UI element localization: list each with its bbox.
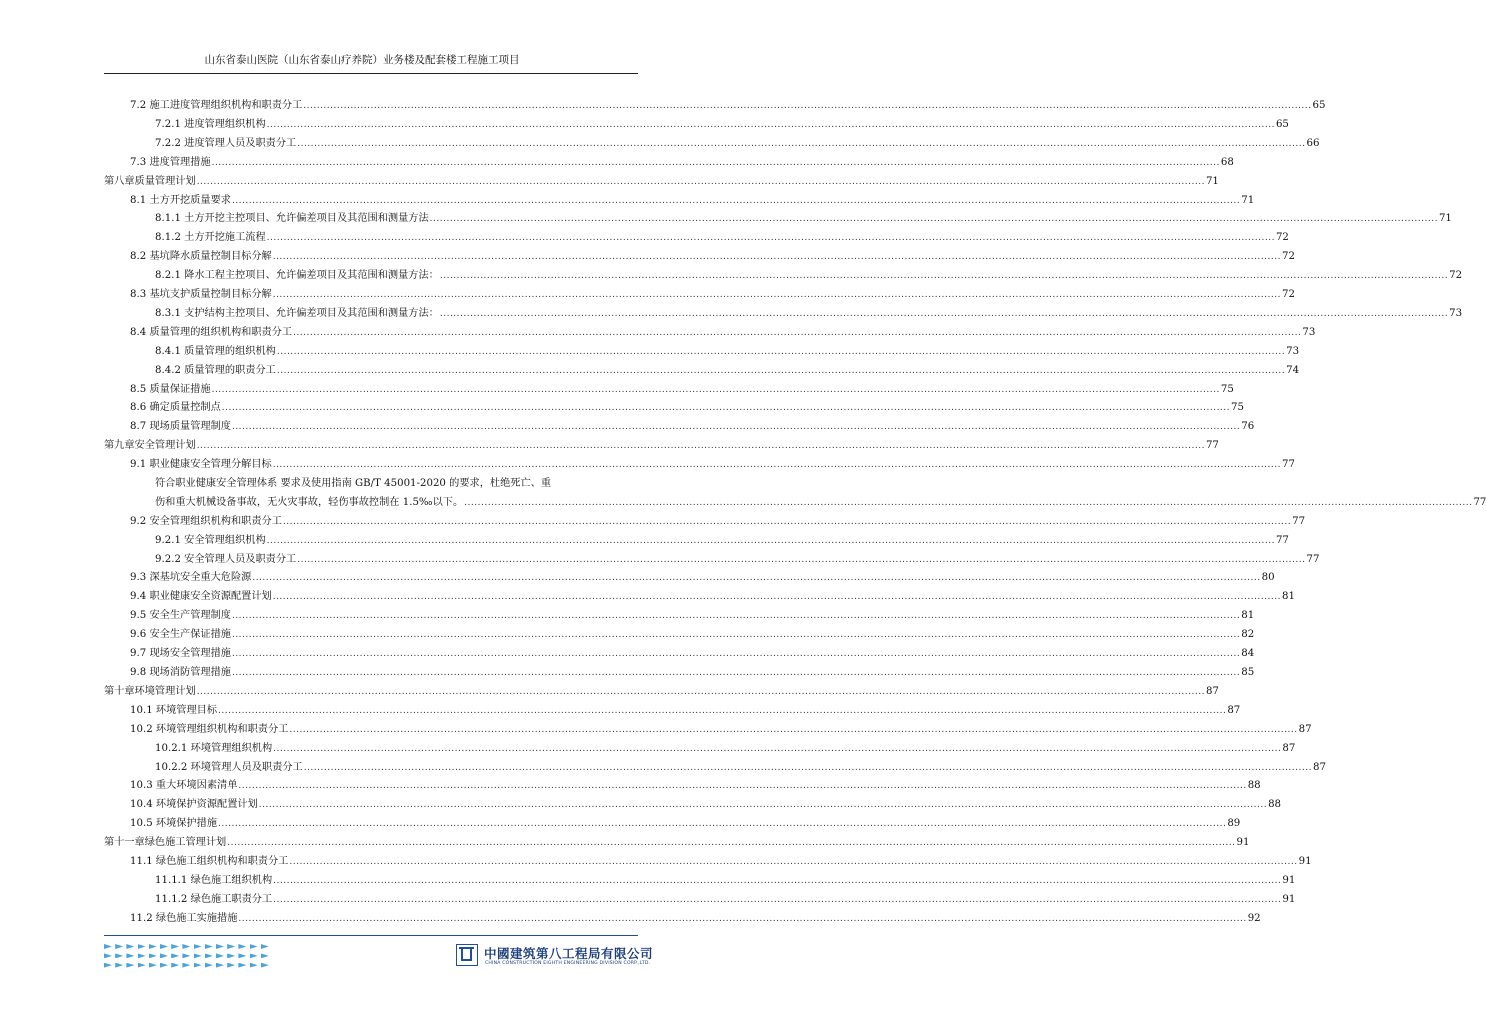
decoration-arrow-icon bbox=[160, 953, 168, 958]
decoration-arrow-icon bbox=[160, 963, 168, 968]
document-title: 山东省泰山医院（山东省泰山疗养院）业务楼及配套楼工程施工项目 bbox=[204, 54, 520, 66]
decoration-arrow-icon bbox=[126, 963, 134, 968]
toc-entry[interactable] bbox=[0, 173, 1219, 191]
toc-leader-dots: ............................................................................................................................................................................................................................................................................................................ bbox=[231, 422, 1241, 432]
toc-entry-page: 91 bbox=[1282, 875, 1296, 886]
toc-entry-label: 10.4 环境保护资源配置计划 bbox=[130, 799, 258, 810]
toc-entry[interactable] bbox=[0, 513, 1306, 531]
toc-entry-label: 9.7 现场安全管理措施 bbox=[130, 648, 231, 659]
toc-entry[interactable] bbox=[0, 910, 1261, 928]
decoration-arrow-icon bbox=[171, 963, 179, 968]
toc-leader-dots: ............................................................................................................................................................................................................................................................................................................ bbox=[196, 177, 1205, 187]
toc-leader-dots: ............................................................................................................................................................................................................................................................................................................ bbox=[273, 876, 1282, 886]
toc-entry-page: 80 bbox=[1261, 572, 1275, 583]
toc-entry-label: 11.2 绿色施工实施措施 bbox=[130, 913, 238, 924]
decoration-arrow-icon bbox=[149, 944, 157, 949]
toc-leader-dots: ............................................................................................................................................................................................................................................................................................................ bbox=[231, 649, 1241, 659]
toc-entry-page: 77 bbox=[1205, 440, 1219, 451]
toc-entry[interactable] bbox=[0, 853, 1312, 871]
decoration-arrow-icon bbox=[227, 944, 235, 949]
toc-leader-dots: ............................................................................................................................................................................................................................................................................................................ bbox=[211, 385, 1220, 395]
toc-entry-page: 75 bbox=[1220, 384, 1234, 395]
toc-leader-dots: ............................................................................................................................................................................................................................................................................................................ bbox=[289, 725, 1298, 735]
toc-entry-page: 77 bbox=[1281, 459, 1295, 470]
toc-entry-label: 9.8 现场消防管理措施 bbox=[130, 667, 231, 678]
toc-entry-page: 72 bbox=[1281, 289, 1295, 300]
toc-entry-label: 第十章环境管理计划 bbox=[104, 686, 196, 697]
decoration-arrow-icon bbox=[227, 953, 235, 958]
toc-entry-label: 8.4.1 质量管理的组织机构 bbox=[155, 346, 276, 357]
toc-entry-page: 74 bbox=[1286, 365, 1300, 376]
toc-leader-dots: ............................................................................................................................................................................................................................................................................................................ bbox=[272, 460, 1281, 470]
toc-entry[interactable] bbox=[0, 192, 1255, 210]
decoration-arrow-icon bbox=[182, 953, 190, 958]
toc-entry[interactable] bbox=[0, 305, 1463, 323]
toc-entry-label: 8.1.1 土方开挖主控项目、允许偏差项目及其范围和测量方法 bbox=[155, 213, 429, 224]
toc-entry[interactable] bbox=[0, 683, 1219, 701]
toc-leader-dots: ............................................................................................................................................................................................................................................................................................................ bbox=[297, 139, 1306, 149]
toc-leader-dots: ............................................................................................................................................................................................................................................................................................................ bbox=[266, 233, 1275, 243]
toc-entry-label: 7.2.2 进度管理人员及职责分工 bbox=[155, 138, 297, 149]
toc-entry[interactable] bbox=[0, 381, 1234, 399]
toc-entry-page: 77 bbox=[1275, 535, 1289, 546]
toc-entry-page: 72 bbox=[1275, 232, 1289, 243]
toc-entry-label: 7.2.1 进度管理组织机构 bbox=[155, 119, 266, 130]
toc-entry-page: 87 bbox=[1227, 705, 1241, 716]
decoration-arrow-icon bbox=[227, 963, 235, 968]
decoration-arrow-icon bbox=[160, 944, 168, 949]
toc-leader-dots: ............................................................................................................................................................................................................................................................................................................ bbox=[272, 252, 1281, 262]
decoration-arrow-icon bbox=[104, 953, 112, 958]
toc-entry-page: 72 bbox=[1449, 270, 1463, 281]
decoration-arrow-icon bbox=[138, 963, 146, 968]
toc-leader-dots: ............................................................................................................................................................................................................................................................................................................ bbox=[273, 744, 1282, 754]
toc-entry-page: 75 bbox=[1231, 402, 1244, 413]
toc-leader-dots: ............................................................................................................................................................................................................................................................................................................ bbox=[231, 630, 1241, 640]
toc-leader-dots: ............................................................................................................................................................................................................................................................................................................ bbox=[231, 668, 1241, 678]
toc-entry-label: 9.2.2 安全管理人员及职责分工 bbox=[155, 554, 297, 565]
decoration-arrow-icon bbox=[205, 953, 213, 958]
toc-leader-dots: ............................................................................................................................................................................................................................................................................................................ bbox=[293, 328, 1302, 338]
toc-leader-dots: ............................................................................................................................................................................................................................................................................................................ bbox=[439, 309, 1449, 319]
decoration-arrow-icon bbox=[238, 963, 246, 968]
toc-entry[interactable] bbox=[0, 777, 1261, 795]
toc-entry-label: 8.3 基坑支护质量控制目标分解 bbox=[130, 289, 272, 300]
decoration-arrow-icon bbox=[149, 953, 157, 958]
toc-entry-page: 71 bbox=[1241, 195, 1255, 206]
toc-entry[interactable] bbox=[0, 569, 1275, 587]
toc-leader-dots: ............................................................................................................................................................................................................................................................................................................ bbox=[297, 555, 1306, 565]
toc-entry[interactable] bbox=[0, 815, 1241, 833]
toc-entry-label: 8.4.2 质量管理的职责分工 bbox=[155, 365, 276, 376]
toc-leader-dots: ............................................................................................................................................................................................................................................................................................................ bbox=[289, 857, 1298, 867]
toc-continuation-line: 符合职业健康安全管理体系 要求及使用指南 GB/T 45001-2020 的要求，杜绝死亡、重 bbox=[155, 478, 552, 489]
toc-entry-page: 77 bbox=[1473, 497, 1486, 508]
toc-entry-page: 73 bbox=[1449, 308, 1463, 319]
decoration-arrow-icon bbox=[261, 963, 269, 968]
footer-decoration bbox=[104, 944, 269, 970]
toc-entry-page: 71 bbox=[1205, 176, 1219, 187]
toc-entry-page: 68 bbox=[1220, 157, 1234, 168]
toc-entry-page: 87 bbox=[1312, 762, 1326, 773]
decoration-arrow-icon bbox=[194, 953, 202, 958]
toc-entry-page: 88 bbox=[1247, 780, 1261, 791]
toc-entry[interactable] bbox=[0, 418, 1255, 436]
company-name-en: CHINA CONSTRUCTION EIGHTH ENGINEERING DIVISION CORP.,LTD. bbox=[485, 961, 651, 966]
decoration-arrow-icon bbox=[194, 963, 202, 968]
toc-entry-label: 9.6 安全生产保证措施 bbox=[130, 629, 231, 640]
toc-entry-page: 81 bbox=[1241, 610, 1255, 621]
toc-leader-dots: ............................................................................................................................................................................................................................................................................................................ bbox=[303, 763, 1312, 773]
toc-entry-label: 11.1 绿色施工组织机构和职责分工 bbox=[130, 856, 289, 867]
header-divider bbox=[104, 73, 638, 74]
toc-leader-dots: ............................................................................................................................................................................................................................................................................................................ bbox=[266, 120, 1275, 130]
toc-entry-page: 87 bbox=[1282, 743, 1296, 754]
toc-entry-page: 65 bbox=[1312, 100, 1326, 111]
toc-entry-label: 第八章质量管理计划 bbox=[104, 176, 196, 187]
toc-leader-dots: ............................................................................................................................................................................................................................................................................................................ bbox=[231, 611, 1241, 621]
decoration-arrow-icon bbox=[216, 953, 224, 958]
toc-entry-page: 84 bbox=[1241, 648, 1255, 659]
toc-entry-label: 第九章安全管理计划 bbox=[104, 440, 196, 451]
toc-entry-label: 9.5 安全生产管理制度 bbox=[130, 610, 231, 621]
decoration-arrow-icon bbox=[250, 953, 258, 958]
toc-entry[interactable] bbox=[0, 437, 1219, 455]
toc-entry[interactable] bbox=[0, 834, 1250, 852]
toc-entry-label: 9.2.1 安全管理组织机构 bbox=[155, 535, 266, 546]
toc-entry[interactable] bbox=[0, 116, 1289, 134]
toc-entry-label: 10.5 环境保护措施 bbox=[130, 818, 218, 829]
toc-entry-page: 91 bbox=[1236, 837, 1250, 848]
toc-entry-page: 76 bbox=[1241, 421, 1255, 432]
toc-entry-page: 77 bbox=[1292, 516, 1306, 527]
toc-entry-page: 81 bbox=[1281, 591, 1295, 602]
toc-entry-page: 91 bbox=[1298, 856, 1312, 867]
toc-entry-label: 9.3 深基坑安全重大危险源 bbox=[130, 572, 252, 583]
toc-entry-page: 72 bbox=[1281, 251, 1295, 262]
toc-entry-label: 11.1.2 绿色施工职责分工 bbox=[155, 894, 273, 905]
decoration-arrow-icon bbox=[238, 944, 246, 949]
toc-entry-label: 8.7 现场质量管理制度 bbox=[130, 421, 231, 432]
toc-entry[interactable] bbox=[0, 551, 1320, 569]
toc-entry-page: 82 bbox=[1241, 629, 1255, 640]
toc-entry-page: 85 bbox=[1241, 667, 1255, 678]
toc-entry[interactable] bbox=[0, 664, 1255, 682]
toc-entry-label: 8.3.1 支护结构主控项目、允许偏差项目及其范围和测量方法： bbox=[155, 308, 439, 319]
toc-entry-label: 7.2 施工进度管理组织机构和职责分工 bbox=[130, 100, 303, 111]
toc-entry-page: 71 bbox=[1438, 213, 1452, 224]
toc-entry-page: 87 bbox=[1298, 724, 1312, 735]
toc-leader-dots: ............................................................................................................................................................................................................................................................................................................ bbox=[272, 592, 1281, 602]
toc-leader-dots: ............................................................................................................................................................................................................................................................................................................ bbox=[303, 101, 1312, 111]
toc-entry-page: 65 bbox=[1275, 119, 1289, 130]
toc-entry-label: 8.2 基坑降水质量控制目标分解 bbox=[130, 251, 272, 262]
toc-leader-dots: ............................................................................................................................................................................................................................................................................................................ bbox=[272, 290, 1281, 300]
decoration-arrow-icon bbox=[250, 944, 258, 949]
toc-entry-page: 89 bbox=[1227, 818, 1241, 829]
toc-leader-dots: ............................................................................................................................................................................................................................................................................................................ bbox=[273, 895, 1282, 905]
decoration-arrow-icon bbox=[182, 944, 190, 949]
toc-entry-label: 伤和重大机械设备事故，无火灾事故，轻伤事故控制在 1.5‰以下。 bbox=[155, 497, 464, 508]
toc-leader-dots: ............................................................................................................................................................................................................................................................................................................ bbox=[211, 158, 1220, 168]
decoration-arrow-icon bbox=[115, 953, 123, 958]
toc-entry[interactable] bbox=[0, 645, 1255, 663]
toc-entry-page: 91 bbox=[1282, 894, 1296, 905]
toc-entry-label: 8.4 质量管理的组织机构和职责分工 bbox=[130, 327, 293, 338]
decoration-arrow-icon bbox=[171, 953, 179, 958]
toc-entry-page: 66 bbox=[1306, 138, 1320, 149]
toc-entry[interactable] bbox=[0, 721, 1312, 739]
toc-leader-dots: ............................................................................................................................................................................................................................................................................................................ bbox=[276, 366, 1286, 376]
toc-entry[interactable] bbox=[0, 362, 1300, 380]
decoration-arrow-icon bbox=[171, 944, 179, 949]
toc-leader-dots: ............................................................................................................................................................................................................................................................................................................ bbox=[231, 196, 1241, 206]
toc-entry-page: 88 bbox=[1268, 799, 1282, 810]
toc-leader-dots: ............................................................................................................................................................................................................................................................................................................ bbox=[258, 800, 1268, 810]
company-name-cn: 中國建筑第八工程局有限公司 bbox=[484, 946, 654, 961]
toc-leader-dots: ............................................................................................................................................................................................................................................................................................................ bbox=[227, 838, 1236, 848]
toc-leader-dots: ............................................................................................................................................................................................................................................................................................................ bbox=[464, 498, 1473, 508]
toc-entry[interactable] bbox=[0, 702, 1241, 720]
decoration-arrow-icon bbox=[182, 963, 190, 968]
toc-leader-dots: ............................................................................................................................................................................................................................................................................................................ bbox=[252, 573, 1261, 583]
toc-entry[interactable] bbox=[0, 324, 1316, 342]
decoration-arrow-icon bbox=[149, 963, 157, 968]
toc-leader-dots: ............................................................................................................................................................................................................................................................................................................ bbox=[196, 687, 1205, 697]
decoration-arrow-icon bbox=[115, 963, 123, 968]
toc-leader-dots: ............................................................................................................................................................................................................................................................................................................ bbox=[218, 706, 1227, 716]
toc-leader-dots: ............................................................................................................................................................................................................................................................................................................ bbox=[238, 781, 1247, 791]
cscec-logo-icon bbox=[456, 944, 478, 966]
toc-entry[interactable] bbox=[0, 135, 1320, 153]
toc-entry[interactable] bbox=[0, 740, 1296, 758]
toc-entry-label: 10.2.2 环境管理人员及职责分工 bbox=[155, 762, 303, 773]
toc-entry[interactable] bbox=[0, 759, 1326, 777]
toc-leader-dots: ............................................................................................................................................................................................................................................................................................................ bbox=[282, 517, 1292, 527]
toc-entry-label: 8.6 确定质量控制点 bbox=[130, 402, 221, 413]
toc-entry[interactable] bbox=[0, 872, 1296, 890]
toc-entry[interactable] bbox=[0, 399, 1244, 417]
toc-entry-label: 9.2 安全管理组织机构和职责分工 bbox=[130, 516, 282, 527]
toc-entry[interactable] bbox=[0, 343, 1300, 361]
toc-leader-dots: ............................................................................................................................................................................................................................................................................................................ bbox=[196, 441, 1205, 451]
toc-entry[interactable] bbox=[0, 210, 1452, 228]
footer-divider bbox=[104, 935, 638, 936]
toc-entry[interactable] bbox=[0, 154, 1234, 172]
toc-entry-label: 8.1.2 土方开挖施工流程 bbox=[155, 232, 266, 243]
toc-leader-dots: ............................................................................................................................................................................................................................................................................................................ bbox=[429, 214, 1438, 224]
toc-entry-label: 10.2 环境管理组织机构和职责分工 bbox=[130, 724, 289, 735]
toc-entry[interactable] bbox=[0, 248, 1295, 266]
decoration-arrow-icon bbox=[216, 944, 224, 949]
toc-entry-page: 87 bbox=[1205, 686, 1219, 697]
decoration-arrow-icon bbox=[205, 944, 213, 949]
decoration-arrow-icon bbox=[250, 963, 258, 968]
decoration-arrow-icon bbox=[216, 963, 224, 968]
decoration-arrow-icon bbox=[126, 944, 134, 949]
toc-entry[interactable] bbox=[0, 532, 1289, 550]
decoration-arrow-icon bbox=[104, 963, 112, 968]
toc-entry-label: 11.1.1 绿色施工组织机构 bbox=[155, 875, 273, 886]
toc-leader-dots: ............................................................................................................................................................................................................................................................................................................ bbox=[439, 271, 1449, 281]
toc-entry-page: 77 bbox=[1306, 554, 1320, 565]
toc-leader-dots: ............................................................................................................................................................................................................................................................................................................ bbox=[218, 819, 1227, 829]
decoration-arrow-icon bbox=[261, 944, 269, 949]
decoration-arrow-icon bbox=[194, 944, 202, 949]
toc-entry-label: 10.2.1 环境管理组织机构 bbox=[155, 743, 273, 754]
toc-entry[interactable] bbox=[0, 796, 1282, 814]
decoration-arrow-icon bbox=[205, 963, 213, 968]
toc-entry-label: 9.4 职业健康安全资源配置计划 bbox=[130, 591, 272, 602]
decoration-arrow-icon bbox=[104, 944, 112, 949]
decoration-arrow-icon bbox=[126, 953, 134, 958]
toc-entry[interactable] bbox=[0, 456, 1295, 474]
toc-entry-label: 8.1 土方开挖质量要求 bbox=[130, 195, 231, 206]
toc-entry-label: 10.1 环境管理目标 bbox=[130, 705, 218, 716]
toc-entry-label: 10.3 重大环境因素清单 bbox=[130, 780, 238, 791]
toc-leader-dots: ............................................................................................................................................................................................................................................................................................................ bbox=[266, 536, 1275, 546]
toc-leader-dots: ............................................................................................................................................................................................................................................................................................................ bbox=[221, 403, 1231, 413]
toc-entry[interactable] bbox=[0, 891, 1296, 909]
decoration-arrow-icon bbox=[261, 953, 269, 958]
toc-entry-label: 第十一章绿色施工管理计划 bbox=[104, 837, 227, 848]
toc-entry[interactable] bbox=[0, 607, 1255, 625]
toc-entry-page: 92 bbox=[1247, 913, 1261, 924]
toc-entry[interactable] bbox=[0, 97, 1326, 115]
toc-entry-label: 8.2.1 降水工程主控项目、允许偏差项目及其范围和测量方法： bbox=[155, 270, 439, 281]
toc-entry-label: 8.5 质量保证措施 bbox=[130, 384, 211, 395]
toc-entry[interactable] bbox=[0, 229, 1289, 247]
decoration-arrow-icon bbox=[138, 944, 146, 949]
toc-entry[interactable] bbox=[0, 494, 1486, 512]
decoration-arrow-icon bbox=[238, 953, 246, 958]
toc-entry[interactable] bbox=[0, 588, 1295, 606]
decoration-arrow-icon bbox=[138, 953, 146, 958]
decoration-arrow-icon bbox=[115, 944, 123, 949]
toc-entry[interactable] bbox=[0, 267, 1463, 285]
toc-leader-dots: ............................................................................................................................................................................................................................................................................................................ bbox=[276, 347, 1286, 357]
toc-entry-label: 7.3 进度管理措施 bbox=[130, 157, 211, 168]
toc-entry-label: 9.1 职业健康安全管理分解目标 bbox=[130, 459, 272, 470]
toc-entry-page: 73 bbox=[1302, 327, 1316, 338]
toc-leader-dots: ............................................................................................................................................................................................................................................................................................................ bbox=[238, 914, 1247, 924]
toc-entry[interactable] bbox=[0, 286, 1295, 304]
toc-entry[interactable] bbox=[0, 626, 1255, 644]
toc-entry-page: 73 bbox=[1286, 346, 1300, 357]
